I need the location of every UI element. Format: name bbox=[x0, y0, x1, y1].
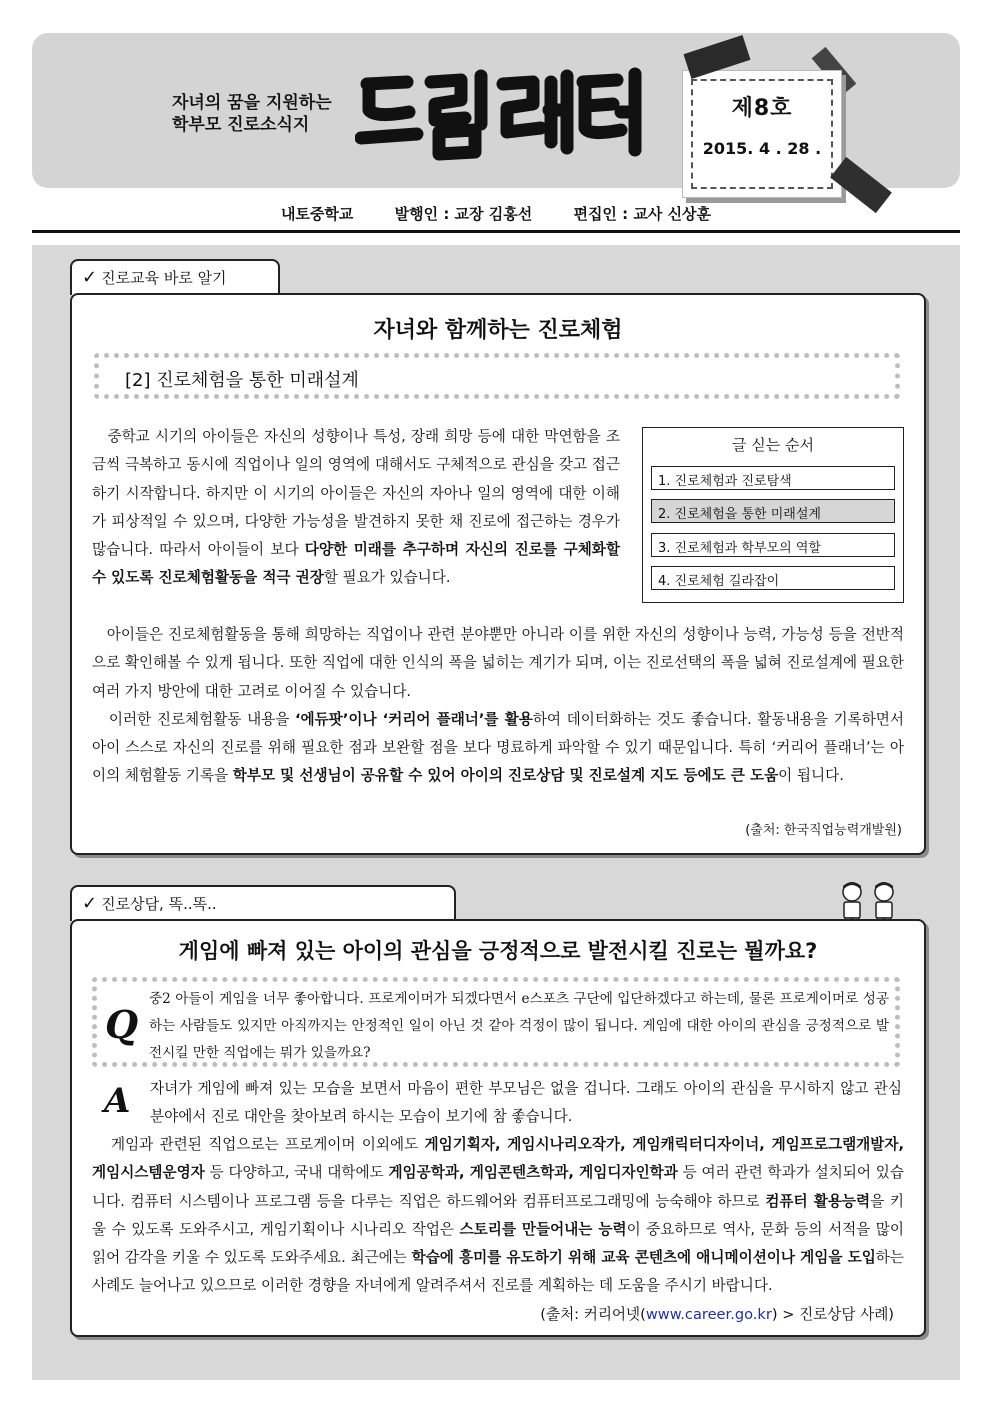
paragraph-emphasis: 게임공학과, 게임콘텐츠학과, 게임디자인학과 bbox=[388, 1164, 678, 1182]
section1-source: (출처: 한국직업능력개발원) bbox=[745, 823, 902, 838]
section1-box bbox=[70, 293, 926, 855]
paragraph-text: 하는 사례도 늘어나고 있으므로 이러한 경향을 자녀에게 알려주셔서 진로를 계획하는 데 도움을 주시기 바랍니다. bbox=[92, 1249, 904, 1295]
toc-item: 4. 진로체험 길라잡이 bbox=[651, 566, 895, 590]
career-net-link[interactable]: www.career.go.kr bbox=[645, 1306, 772, 1323]
issue-card bbox=[682, 70, 842, 198]
section1-subtitle-box bbox=[94, 353, 900, 399]
paragraph-text: 등 다양하고, 국내 대학에도 bbox=[204, 1164, 389, 1182]
issue-number: 제8호 bbox=[731, 96, 793, 121]
school-name: 내토중학교 bbox=[280, 205, 354, 223]
paragraph-emphasis: ‘에듀팟’이나 ‘커리어 플래너’를 활용 bbox=[295, 710, 533, 728]
section1-paragraph-1 bbox=[92, 423, 620, 593]
section1-paragraph-2 bbox=[92, 621, 904, 706]
paragraph-text: 중학교 시기의 아이들은 자신의 성향이나 특성, 장래 희망 등에 대한 막연함을 조금씩 극복하고 동시에 직업이나 일의 영역에 대해서도 구체적으로 관심을 갖고 접근하기 시작합니다. 하지만 이 시기의 아이들은 자신의 자아나 일의 영역에 대한 이해가 피상적일 수 있으며, 다양한 가능성을 발견하지 못한 채 진로에 접근하는 경우가 많습니다. 따라서 아이들이 보다 bbox=[92, 428, 620, 559]
paragraph-emphasis: 학부모 및 선생님이 공유할 수 있어 아이의 진로상담 및 진로설계 지도 등에도 큰 도움 bbox=[232, 767, 779, 785]
question-letter: Q bbox=[105, 1002, 139, 1047]
answer-letter: A bbox=[104, 1081, 131, 1121]
answer-paragraph-1: 자녀가 게임에 빠져 있는 모습을 보면서 마음이 편한 부모님은 없을 겁니다. 그래도 아이의 관심을 무시하지 않고 관심 분야에서 진로 대안을 찾아보려 하시는 모습이 보기에 참 좋습니다. bbox=[150, 1080, 902, 1126]
question-text: 중2 아들이 게임을 너무 좋아합니다. 프로게이머가 되겠다면서 e스포츠 구단에 입단하겠다고 하는데, 물론 프로게이머로 성공하는 사람들도 있지만 아직까지는 안정적인 일이 아닌 것 같아 걱정이 많이 됩니다. 게임에 대한 아이의 관심을 긍정적으로 발전시킬 만한 직업에는 뭐가 있을까요? bbox=[149, 991, 889, 1061]
section2-tab bbox=[70, 885, 456, 921]
paragraph-emphasis: 다양한 미래를 추구하며 자신의 진로를 구체화할 수 있도록 진로체험활동을 적극 권장 bbox=[92, 541, 620, 587]
source-prefix: (출처: 커리어넷( bbox=[540, 1306, 646, 1323]
paragraph-emphasis: 스토리를 만들어내는 능력 bbox=[459, 1220, 627, 1238]
table-of-contents bbox=[642, 427, 904, 603]
question-box bbox=[92, 977, 900, 1067]
paragraph-text: 게임과 관련된 직업으로는 프로게이머 이외에도 bbox=[110, 1136, 425, 1153]
paragraph-text: 이러한 진로체험활동 내용을 bbox=[108, 710, 296, 728]
section2-source bbox=[540, 1303, 894, 1324]
publisher-line bbox=[0, 203, 992, 224]
issue-card-border bbox=[691, 79, 833, 189]
section1-paragraphs-2-3 bbox=[92, 621, 904, 791]
paragraph-emphasis: 컴퓨터 활용능력 bbox=[765, 1192, 871, 1210]
checkmark-icon: ✓ bbox=[82, 267, 98, 288]
toc-heading: 글 싣는 순서 bbox=[732, 436, 814, 454]
subtitle-line-2: 학부모 진로소식지 bbox=[172, 115, 310, 135]
paragraph-text: 등 여러 관련 학과가 설치되어 있습니다. 컴퓨터 시스템이나 프로그램 등을 다루는 직업은 하드웨어와 컴퓨터프로그래밍에 능숙해야 하므로 bbox=[92, 1164, 904, 1210]
toc-item: 1. 진로체험과 진로탐색 bbox=[651, 466, 895, 490]
section2-tab-label: 진로상담, 똑..똑.. bbox=[101, 895, 217, 913]
dream-letter-logo bbox=[355, 62, 665, 162]
source-suffix: ) > 진로상담 사례) bbox=[771, 1306, 894, 1323]
issue-card-area bbox=[660, 40, 890, 210]
section2-title: 게임에 빠져 있는 아이의 관심을 긍정적으로 발전시킬 진로는 뭘까요? bbox=[178, 939, 818, 963]
header-rule bbox=[32, 230, 960, 233]
section1-title: 자녀와 함께하는 진로체험 bbox=[373, 318, 623, 343]
subtitle-line-1: 자녀의 꿈을 지원하는 bbox=[172, 93, 332, 113]
paragraph-text: 아이들은 진로체험활동을 통해 희망하는 직업이나 관련 분야뿐만 아니라 이를 위한 자신의 성향이나 능력, 가능성 등을 전반적으로 확인해볼 수 있게 됩니다. 또한 직업에 대한 인식의 폭을 넓히는 계기가 되며, 이는 진로선택의 폭을 넓혀 진로설계에 필요한 여러 가지 방안에 대한 고려로 이어질 수 있습니다. bbox=[92, 626, 904, 700]
paragraph-text: 이 됩니다. bbox=[778, 767, 844, 785]
answer-paragraph-2 bbox=[92, 1131, 904, 1301]
issuer: 발행인 : 교장 김홍선 bbox=[394, 205, 533, 223]
paragraph-emphasis: 학습에 흥미를 유도하기 위해 교육 콘텐츠에 애니메이션이나 게임을 도입 bbox=[411, 1249, 876, 1267]
paragraph-text: 을 키울 수 있도록 도와주시고, 게임기획이나 시나리오 작업은 bbox=[92, 1192, 904, 1238]
paragraph-text: 할 필요가 있습니다. bbox=[323, 569, 451, 587]
section2-box bbox=[70, 919, 926, 1337]
section1-tab-label: 진로교육 바로 알기 bbox=[101, 269, 227, 287]
section1-paragraph-3 bbox=[92, 706, 904, 791]
toc-item: 3. 진로체험과 학부모의 역할 bbox=[651, 533, 895, 557]
section1-tab bbox=[70, 259, 280, 295]
paragraph-text: 이 중요하므로 역사, 문화 등의 서적을 많이 읽어 감각을 키울 수 있도록 도와주세요. 최근에는 bbox=[92, 1220, 904, 1267]
paragraph-text: 하여 데이터화하는 것도 좋습니다. 활동내용을 기록하면서 아이 스스로 자신의 진로를 위해 필요한 점과 보완할 점을 보다 명료하게 파악할 수 있기 때문입니다. 특히 ‘커리어 플래너’는 아이의 체험활동 기록을 bbox=[92, 710, 904, 785]
section1-subtitle: [2] 진로체험을 통한 미래설계 bbox=[125, 370, 359, 391]
toc-item-current: 2. 진로체험을 통한 미래설계 bbox=[651, 499, 895, 523]
newsletter-subtitle bbox=[172, 92, 352, 136]
editor: 편집인 : 교사 신상훈 bbox=[573, 205, 712, 223]
checkmark-icon: ✓ bbox=[82, 893, 98, 914]
issue-date: 2015. 4 . 28 . bbox=[702, 139, 822, 158]
paragraph-emphasis: 게임기획자, 게임시나리오작가, 게임캐릭터디자이너, 게임프로그램개발자, 게임시스템운영자 bbox=[92, 1136, 904, 1182]
